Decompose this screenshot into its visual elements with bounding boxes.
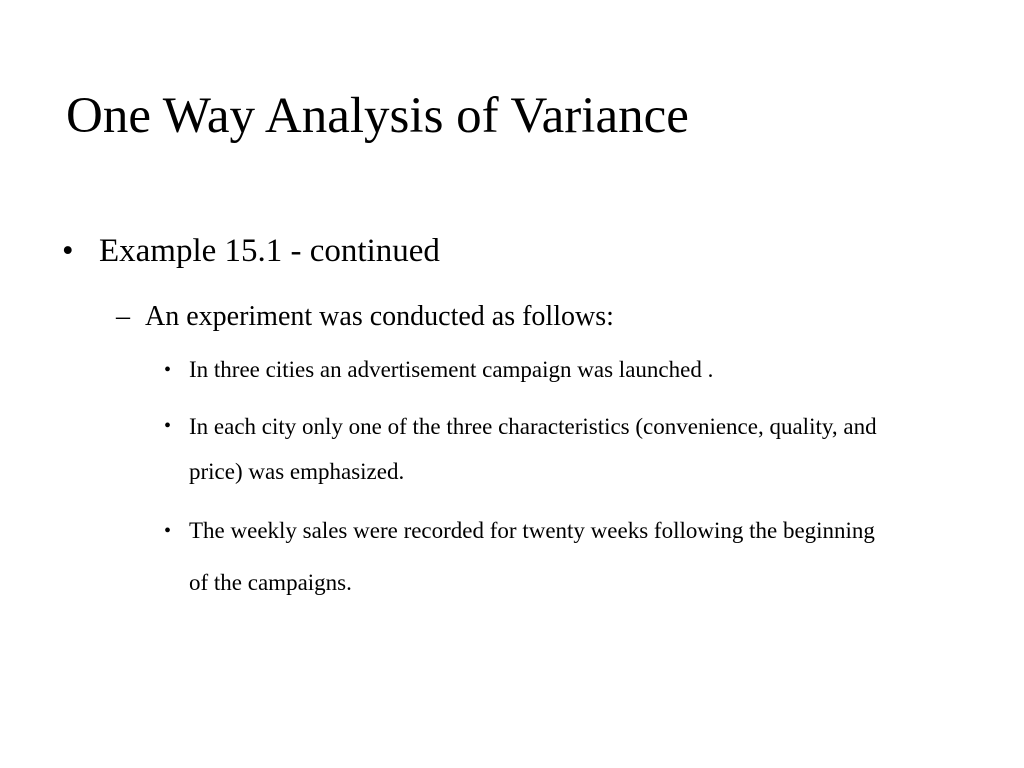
bullet-level2-experiment	[116, 298, 614, 336]
bullet-text: In each city only one of the three characteristics (convenience, quality, and price) was emphasized.	[189, 414, 877, 484]
bullet-dot-icon: •	[164, 415, 172, 437]
bullet-text: The weekly sales were recorded for twenty weeks following the beginning of the campaigns.	[189, 518, 875, 595]
bullet-dot-icon: •	[62, 233, 74, 269]
bullet-text: An experiment was conducted as follows:	[145, 301, 614, 332]
bullet-dot-icon: •	[164, 520, 172, 542]
bullet-text: Example 15.1 - continued	[99, 233, 440, 269]
dash-icon: –	[116, 301, 130, 332]
bullet-level3-cities	[164, 354, 919, 386]
slide-title: One Way Analysis of Variance	[66, 88, 689, 144]
bullet-text: In three cities an advertisement campaign was launched .	[189, 357, 714, 382]
bullet-dot-icon: •	[164, 359, 172, 381]
bullet-level3-weekly-sales	[164, 505, 889, 609]
bullet-level1-example	[62, 230, 440, 272]
bullet-level3-characteristics	[164, 404, 919, 494]
